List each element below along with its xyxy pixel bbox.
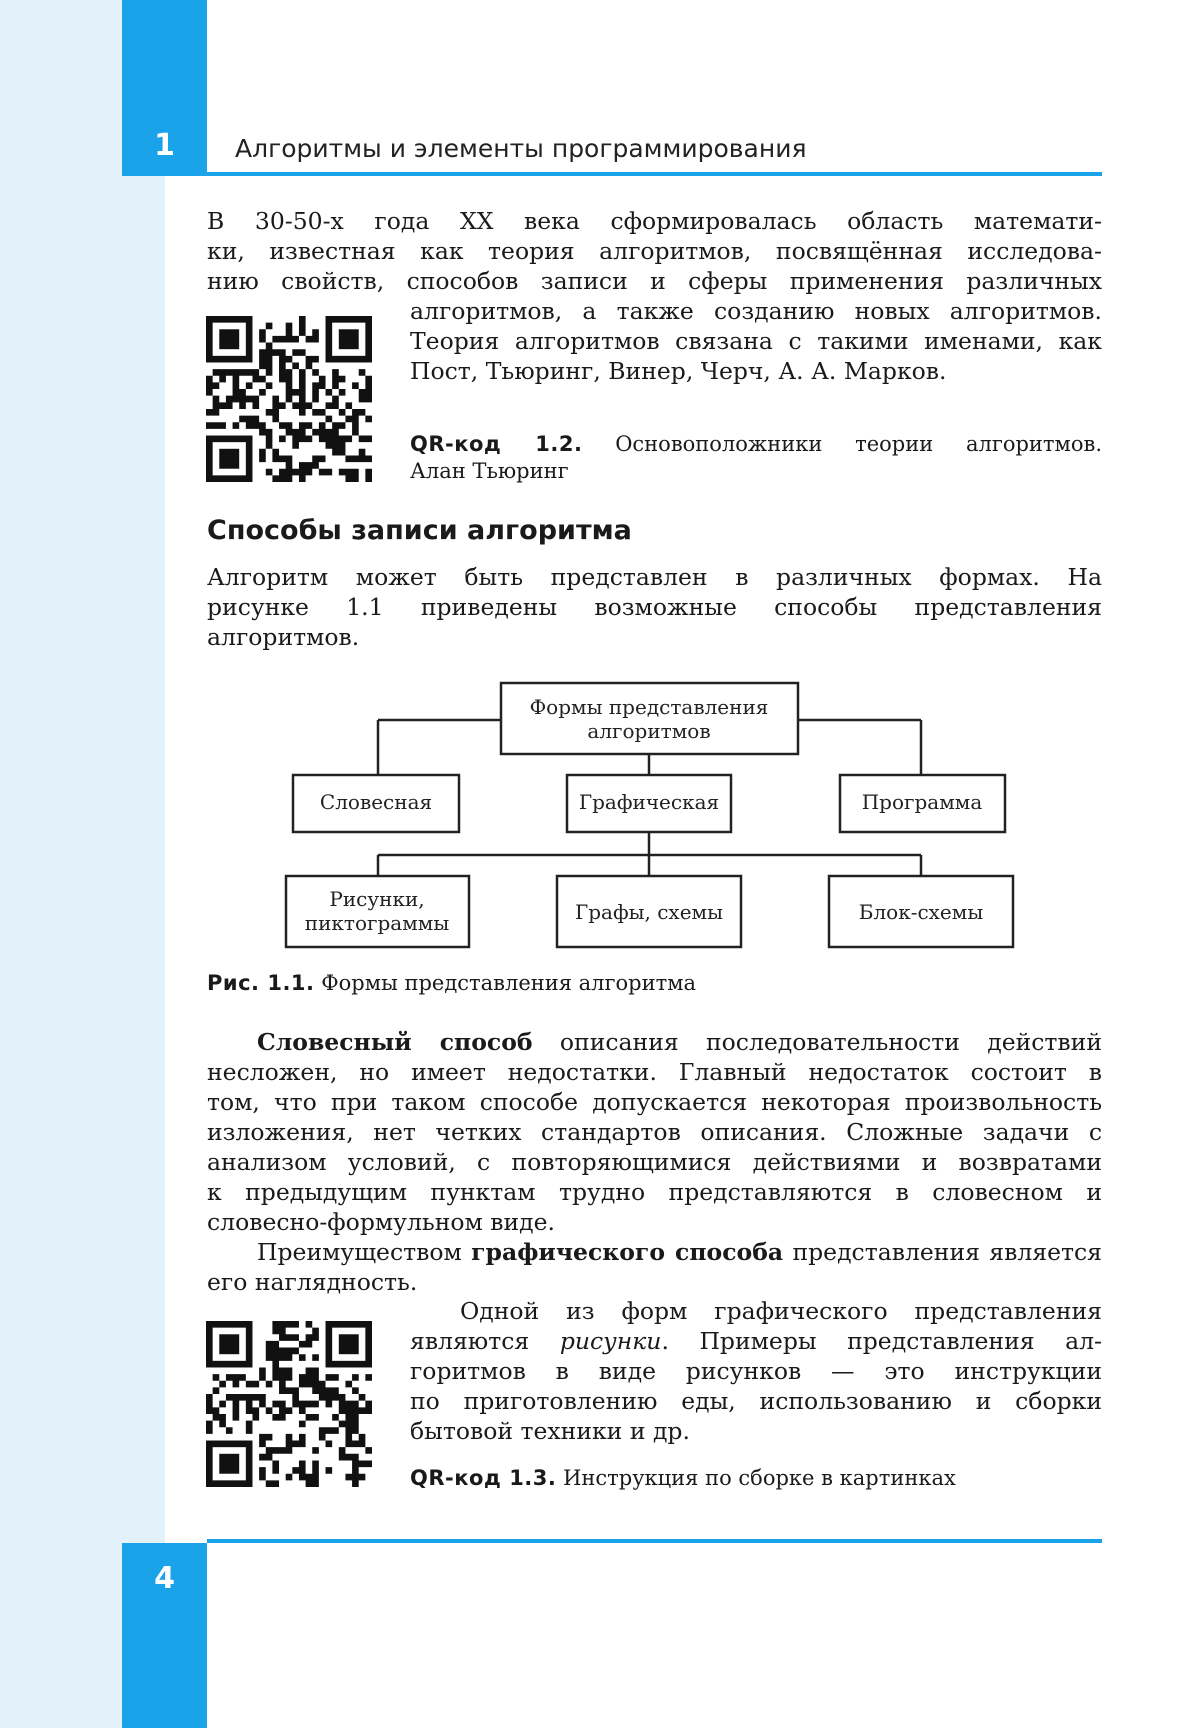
intro-line-6: Пост, Тьюринг, Винер, Черч, А. А. Марков. — [410, 357, 947, 385]
diagram-flowcharts-label: Блок-схемы — [858, 900, 984, 924]
diagram-graphic-label: Графическая — [578, 790, 720, 814]
bold-term-verbal: Словесный способ — [257, 1028, 533, 1056]
qr-caption-2 — [410, 1465, 956, 1492]
body-p2-line-1: Преимуществом графического способа представления является — [257, 1238, 1102, 1266]
body-p3-line-2: являются рисунки. Примеры представления ал- — [410, 1327, 1102, 1355]
qr-label-2: QR-код 1.3. — [410, 1466, 557, 1490]
body-p1-line-4: изложения, нет четких стандартов описания. Сложные задачи с — [207, 1118, 1102, 1146]
italic-term-pictures: рисунки — [559, 1327, 662, 1355]
intro-line-1: В 30-50-х года XX века сформировалась область математи- — [207, 207, 1102, 235]
qr-code-image-2[interactable] — [206, 1321, 372, 1487]
body-p1-line-3: том, что при таком способе допускается некоторая произвольность — [207, 1088, 1102, 1116]
qr-caption-text-2: Инструкция по сборке в картинках — [563, 1466, 956, 1490]
qr-caption-1-line-2: Алан Тьюринг — [410, 459, 569, 483]
body-p1-line-7: словесно-формульном виде. — [207, 1208, 556, 1236]
section-line-3: алгоритмов. — [207, 623, 360, 651]
body-p2-line-2: его наглядность. — [207, 1268, 418, 1296]
section-line-1: Алгоритм может быть представлен в различных формах. На — [207, 563, 1102, 591]
intro-line-4: алгоритмов, а также созданию новых алгоритмов. — [410, 297, 1102, 325]
figure-label: Рис. 1.1. — [207, 971, 315, 995]
body-p3-line-5: бытовой техники и др. — [410, 1417, 690, 1445]
footer-rule — [207, 1539, 1102, 1543]
qr-caption-text: Основоположники теории алгоритмов. — [615, 432, 1102, 456]
chapter-title: Алгоритмы и элементы программирования — [235, 134, 807, 163]
body-p1-line-5: анализом условий, с повторяющимися действиями и возвратами — [207, 1148, 1102, 1176]
figure-caption-text: Формы представления алгоритма — [321, 971, 697, 995]
diagram-program-label: Программа — [861, 790, 983, 814]
body-p3-line-1: Одной из форм графического представления — [460, 1297, 1102, 1325]
diagram-root-label-1: Формы представления — [529, 695, 769, 719]
diagram-root-label-2: алгоритмов — [587, 719, 711, 743]
body-p1-line-2: несложен, но имеет недостатки. Главный недостаток состоит в — [207, 1058, 1102, 1086]
body-p1-line-6: к предыдущим пунктам трудно представляются в словесном и — [207, 1178, 1102, 1206]
section-line-2: рисунке 1.1 приведены возможные способы представления — [207, 593, 1102, 621]
intro-line-5: Теория алгоритмов связана с такими именами, как — [410, 327, 1102, 355]
page-number: 4 — [154, 1561, 175, 1596]
diagram-verbal-label: Словесная — [319, 790, 433, 814]
intro-line-2: ки, известная как теория алгоритмов, посвящённая исследова- — [207, 237, 1102, 265]
chapter-number: 1 — [154, 128, 175, 163]
bold-term-graphic: графического способа — [471, 1238, 784, 1266]
section-title: Способы записи алгоритма — [207, 515, 632, 546]
body-p3-line-4: по приготовлению еды, использованию и сборки — [410, 1387, 1102, 1415]
qr-label: QR-код 1.2. — [410, 432, 583, 456]
diagram-pictures-label-1: Рисунки, — [329, 887, 425, 911]
diagram-graphs-label: Графы, схемы — [574, 900, 724, 924]
figure-caption — [207, 970, 696, 997]
page-tab — [122, 1543, 207, 1728]
intro-line-3: нию свойств, способов записи и сферы применения различных — [207, 267, 1102, 295]
body-p3-line-3: горитмов в виде рисунков — это инструкции — [410, 1357, 1102, 1385]
body-p1-line-1: Словесный способ описания последовательности действий — [257, 1028, 1102, 1056]
diagram-pictures-label-2: пиктограммы — [304, 911, 450, 935]
